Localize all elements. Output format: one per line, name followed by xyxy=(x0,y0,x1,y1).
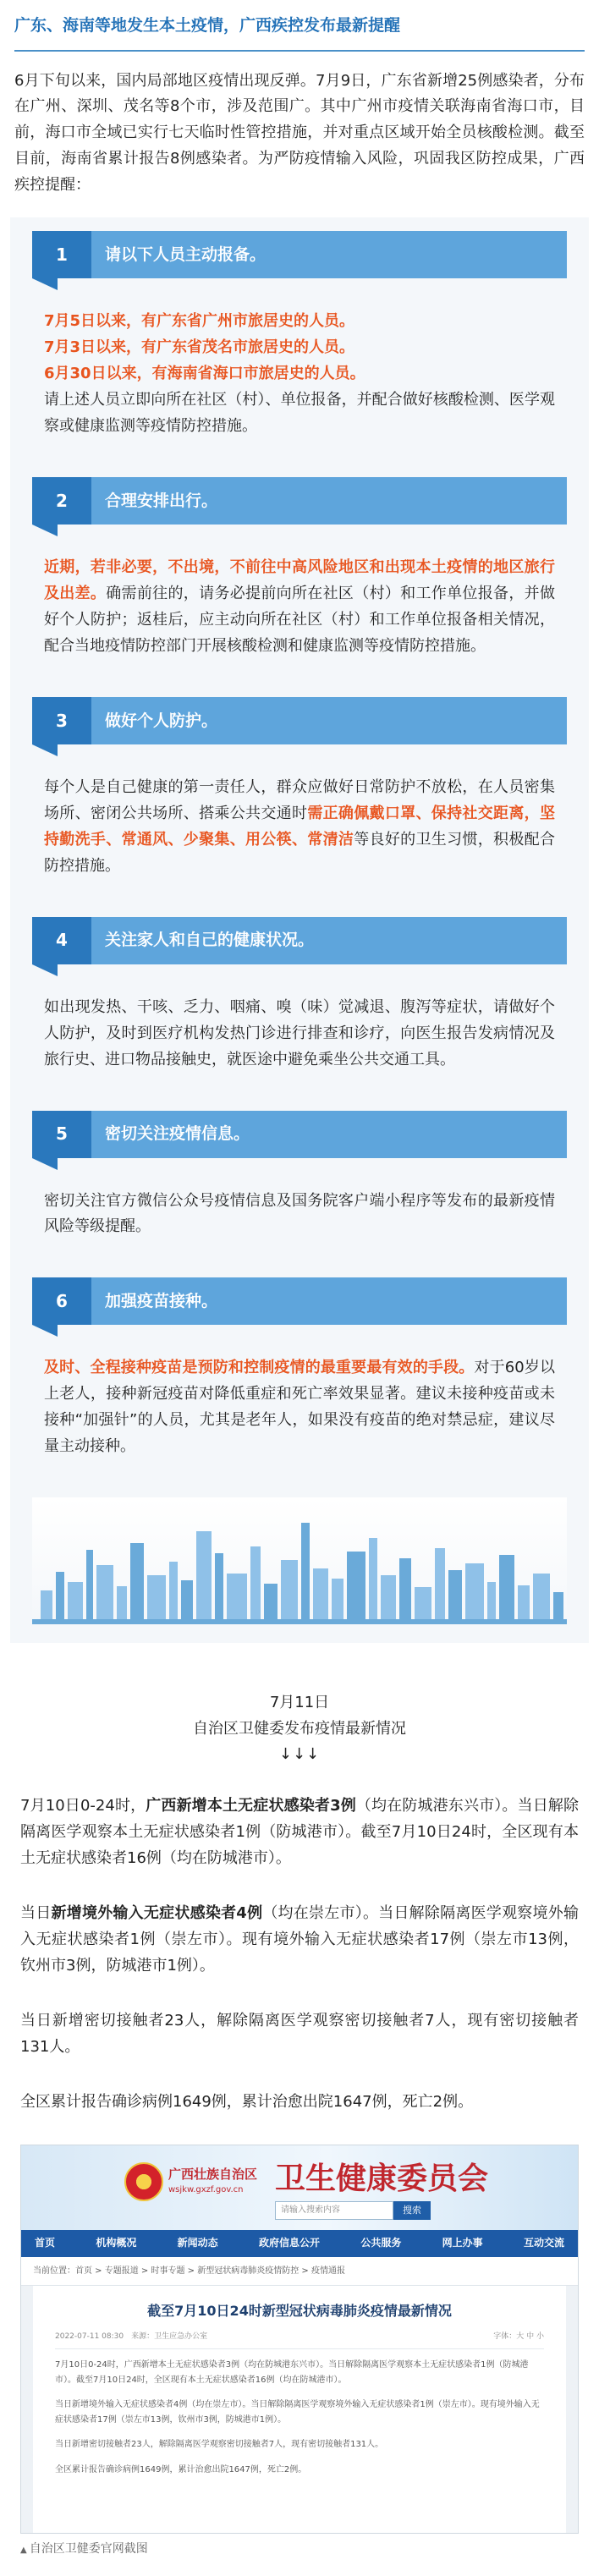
highlight-text: 近期，若非必要，不出境，不前往中高风险地区和出现本土疫情的地区旅行及出差。 xyxy=(44,558,555,602)
section-header xyxy=(32,917,567,964)
highlight-line: 7月3日以来，有广东省茂名市旅居史的人员。 xyxy=(44,338,355,357)
website-screenshot xyxy=(20,2145,579,2534)
section-text: 请上述人员立即向所在社区（村）、单位报备，并配合做好核酸检测、医学观察或健康监测等疫情防控措施。 xyxy=(44,391,555,436)
reminder-section-5 xyxy=(10,1111,589,1241)
site-article-meta xyxy=(55,2331,544,2349)
section-number: 1 xyxy=(32,231,91,278)
reminder-section-3 xyxy=(10,697,589,880)
bold-highlight: 广西新增本土无症状感染者3例 xyxy=(146,1797,356,1815)
section-header xyxy=(32,1277,567,1325)
reminder-section-2 xyxy=(10,477,589,660)
section-text: 对于60岁以上老人，接种新冠疫苗对降低重症和死亡率效果显著。建议未接种疫苗或未接种“加强针”的人员，尤其是老年人，如果没有疫苗的绝对禁忌症，建议尽量主动接种。 xyxy=(44,1359,556,1456)
header-ribbon-tail xyxy=(32,525,58,536)
site-article xyxy=(33,2286,566,2534)
bold-highlight: 新增境外输入无症状感染者4例 xyxy=(51,1903,263,1922)
site-nav-item: 新闻动态 xyxy=(177,2237,218,2249)
section-number: 2 xyxy=(32,477,91,525)
site-title: 卫生健康委员会 xyxy=(275,2160,489,2196)
site-nav-item: 公共服务 xyxy=(360,2237,402,2249)
caption-text: 自治区卫健委官网截图 xyxy=(29,2541,148,2556)
section-number: 6 xyxy=(32,1277,91,1325)
reminder-box xyxy=(10,217,589,1643)
section-number: 4 xyxy=(32,917,91,964)
section-title: 合理安排出行。 xyxy=(91,477,567,525)
site-banner xyxy=(21,2145,578,2230)
section-body xyxy=(10,1325,589,1460)
page-title: 广东、海南等地发生本土疫情，广西疾控发布最新提醒 xyxy=(14,16,401,35)
section-body xyxy=(10,278,589,440)
highlight-line: 6月30日以来，有海南省海口市旅居史的人员。 xyxy=(44,365,365,383)
section-body xyxy=(10,1158,589,1241)
section-number: 5 xyxy=(32,1111,91,1158)
section-header xyxy=(32,1111,567,1158)
update-paragraph: 当日新增密切接触者23人，解除隔离医学观察密切接触者7人，现有密切接触者131人。 xyxy=(20,2011,579,2056)
down-arrows-icon: ↓↓↓ xyxy=(278,1745,321,1764)
city-skyline-illustration xyxy=(32,1497,567,1624)
site-nav-item: 互动交流 xyxy=(523,2237,564,2249)
epidemic-update xyxy=(10,1793,589,2116)
header-ribbon-tail xyxy=(32,278,58,290)
section-title: 密切关注疫情信息。 xyxy=(91,1111,567,1158)
section-title: 做好个人防护。 xyxy=(91,697,567,744)
highlight-text: 及时、全程接种疫苗是预防和控制疫情的最重要最有效的手段。 xyxy=(44,1359,475,1377)
section-body xyxy=(10,744,589,880)
site-nav-item: 网上办事 xyxy=(442,2237,483,2249)
reminder-section-4 xyxy=(10,917,589,1074)
site-meta-fontsize: 字体：大 中 小 xyxy=(493,2332,544,2341)
section-number: 3 xyxy=(32,697,91,744)
update-heading xyxy=(10,1690,589,1768)
section-header xyxy=(32,231,567,278)
update-paragraph: 7月10日0-24时，广西新增本土无症状感染者3例（均在防城港东兴市）。当日解除隔离医学观察本土无症状感染者1例（防城港市）。截至7月10日24时，全区现有本土无症状感染者16例（均在防城港市）。 xyxy=(20,1797,579,1867)
site-article-title: 截至7月10日24时新型冠状病毒肺炎疫情最新情况 xyxy=(147,2302,452,2319)
site-nav-item: 机构概况 xyxy=(96,2237,137,2249)
caption-triangle-icon: ▲ xyxy=(20,2545,27,2555)
section-title: 请以下人员主动报备。 xyxy=(91,231,567,278)
reminder-section-1 xyxy=(10,231,589,440)
site-search-input: 请输入搜索内容 xyxy=(275,2201,393,2220)
header-ribbon-tail xyxy=(32,744,58,756)
section-title: 加强疫苗接种。 xyxy=(91,1277,567,1325)
site-breadcrumb: 当前位置：首页 > 专题报道 > 时事专题 > 新型冠状病毒肺炎疫情防控 > 疫情通报 xyxy=(21,2257,578,2286)
intro-paragraph: 6月下旬以来，国内局部地区疫情出现反弹。7月9日，广东省新增25例感染者，分布在广州、深圳、茂名等8个市，涉及范围广。其中广州市疫情关联海南省海口市，目前，海口市全域已实行七天临时性管控措施，并对重点区域开始全员核酸检测。截至目前，海南省累计报告8例感染者。为严防疫情输入风险，巩固我区防控成果，广西疾控提醒： xyxy=(14,71,585,195)
header-ribbon-tail xyxy=(32,1158,58,1170)
site-article-text xyxy=(55,2358,544,2477)
site-nav xyxy=(21,2230,578,2257)
site-org-name: 广西壮族自治区 xyxy=(168,2166,258,2182)
update-date: 7月11日 xyxy=(269,1694,330,1712)
update-paragraph: 全区累计报告确诊病例1649例，累计治愈出院1647例，死亡2例。 xyxy=(20,2092,474,2111)
section-text: 如出现发热、干咳、乏力、咽痛、嗅（味）觉减退、腹泻等症状，请做好个人防护，及时到医疗机构发热门诊进行排查和诊疗，向医生报告发病情况及旅行史、进口物品接触史，就医途中避免乘坐公共交通工具。 xyxy=(44,997,555,1068)
highlight-text: 需正确佩戴口罩、保持社交距离，坚持勤洗手、常通风、少聚集、用公筷、常清洁 xyxy=(44,804,555,849)
header-ribbon-tail xyxy=(32,1325,58,1337)
section-body xyxy=(10,964,589,1074)
section-body xyxy=(10,525,589,660)
section-header xyxy=(32,697,567,744)
site-article-paragraph: 全区累计报告确诊病例1649例，累计治愈出院1647例，死亡2例。 xyxy=(55,2464,307,2474)
site-search-button: 搜索 xyxy=(393,2201,431,2220)
national-emblem-icon xyxy=(124,2162,163,2201)
site-article-paragraph: 当日新增境外输入无症状感染者4例（均在崇左市）。当日解除隔离医学观察境外输入无症状感染者1例（崇左市）。现有境外输入无症状感染者17例（崇左市13例，钦州市3例，防城港市1例）。 xyxy=(55,2400,540,2425)
site-meta-date: 2022-07-11 08:30 来源：卫生应急办公室 xyxy=(55,2332,208,2341)
section-text: 等良好的卫生习惯，积极配合防控措施。 xyxy=(44,830,555,875)
site-domain: wsjkw.gxzf.gov.cn xyxy=(168,2184,244,2194)
header-ribbon-tail xyxy=(32,964,58,976)
highlight-line: 7月5日以来，有广东省广州市旅居史的人员。 xyxy=(44,312,355,331)
section-text: 密切关注官方微信公众号疫情信息及国务院客户端小程序等发布的最新疫情风险等级提醒。 xyxy=(44,1191,555,1236)
update-paragraph: 当日新增境外输入无症状感染者4例（均在崇左市）。当日解除隔离医学观察境外输入无症状感染者1例（崇左市）。现有境外输入无症状感染者17例（崇左市13例，钦州市3例，防城港市1例）。 xyxy=(20,1903,580,1975)
section-text: 每个人是自己健康的第一责任人，群众应做好日常防护不放松，在人员密集场所、密闭公共场所、搭乘公共交通时 xyxy=(44,777,555,822)
title-divider xyxy=(14,50,585,52)
site-article-paragraph: 当日新增密切接触者23人，解除隔离医学观察密切接触者7人，现有密切接触者131人。 xyxy=(55,2440,384,2450)
image-caption xyxy=(10,2534,589,2576)
section-text: 确需前往的，请务必提前向所在社区（村）和工作单位报备，并做好个人防护；返桂后，应主动向所在社区（村）和工作单位报备相关情况，配合当地疫情防控部门开展核酸检测和健康监测等疫情防控措施。 xyxy=(44,584,555,655)
site-article-paragraph: 7月10日0-24时，广西新增本土无症状感染者3例（均在防城港东兴市）。当日解除隔离医学观察本土无症状感染者1例（防城港市）。截至7月10日24时，全区现有本土无症状感染者16例（均在防城港市）。 xyxy=(55,2360,529,2385)
section-title: 关注家人和自己的健康状况。 xyxy=(91,917,567,964)
section-header xyxy=(32,477,567,525)
site-nav-item: 政府信息公开 xyxy=(258,2237,320,2249)
reminder-section-6 xyxy=(10,1277,589,1460)
site-nav-item: 首页 xyxy=(35,2237,56,2249)
update-source: 自治区卫健委发布疫情最新情况 xyxy=(193,1719,406,1738)
